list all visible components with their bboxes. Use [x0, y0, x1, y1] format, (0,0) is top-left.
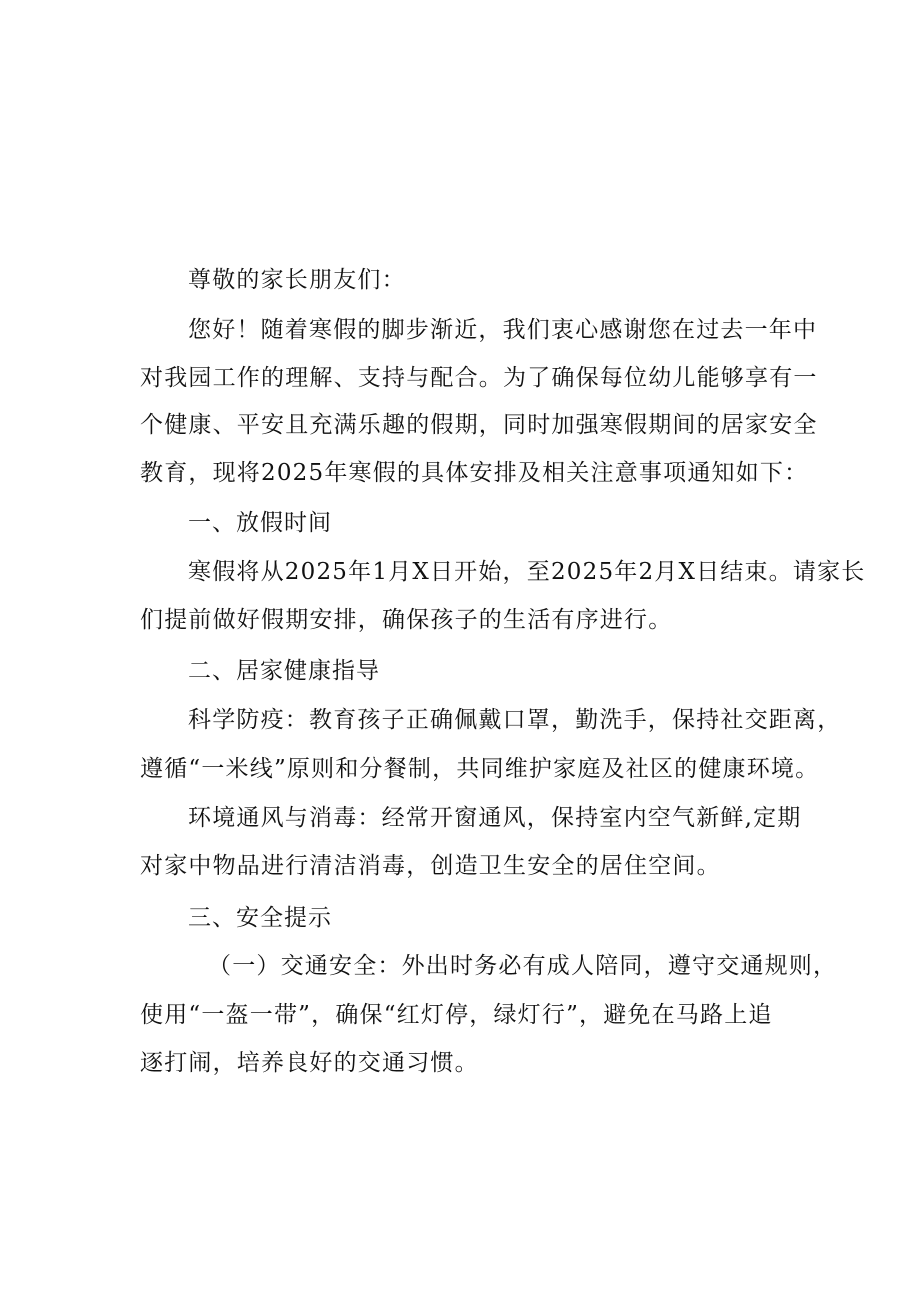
intro-line-1: 您好！随着寒假的脚步渐近，我们衷心感谢您在过去一年中 — [188, 317, 818, 343]
section-1-line-1: 寒假将从2025年1月X日开始，至2025年2月X日结束。请家长 — [188, 559, 866, 585]
section-3-title: 三、安全提示 — [188, 905, 332, 931]
greeting: 尊敬的家长朋友们： — [188, 267, 406, 293]
section-2-para-1-line-1: 科学防疫：教育孩子正确佩戴口罩，勤洗手，保持社交距离， — [188, 707, 842, 733]
section-3-item-1-line-2: 使用“一盔一带”，确保“红灯停，绿灯行”，避免在马路上追 — [140, 1002, 773, 1028]
section-1-title: 一、放假时间 — [188, 510, 332, 536]
intro-line-3: 个健康、平安且充满乐趣的假期，同时加强寒假期间的居家安全 — [140, 412, 818, 438]
section-2-para-1-line-2: 遵循“一米线”原则和分餐制，共同维护家庭及社区的健康环境。 — [140, 756, 820, 782]
section-2-title: 二、居家健康指导 — [188, 658, 380, 684]
section-2-para-2-line-2: 对家中物品进行清洁消毒，创造卫生安全的居住空间。 — [140, 853, 721, 879]
section-3-item-1-line-3: 逐打闹，培养良好的交通习惯。 — [140, 1050, 479, 1076]
section-2-para-2-line-1: 环境通风与消毒：经常开窗通风，保持室内空气新鲜,定期 — [188, 805, 802, 831]
section-3-item-1-line-1: （一）交通安全：外出时务必有成人陪同，遵守交通规则， — [208, 953, 838, 979]
section-1-line-2: 们提前做好假期安排，确保孩子的生活有序进行。 — [140, 607, 673, 633]
intro-line-4: 教育，现将2025年寒假的具体安排及相关注意事项通知如下： — [140, 460, 809, 486]
intro-line-2: 对我园工作的理解、支持与配合。为了确保每位幼儿能够享有一 — [140, 365, 818, 391]
